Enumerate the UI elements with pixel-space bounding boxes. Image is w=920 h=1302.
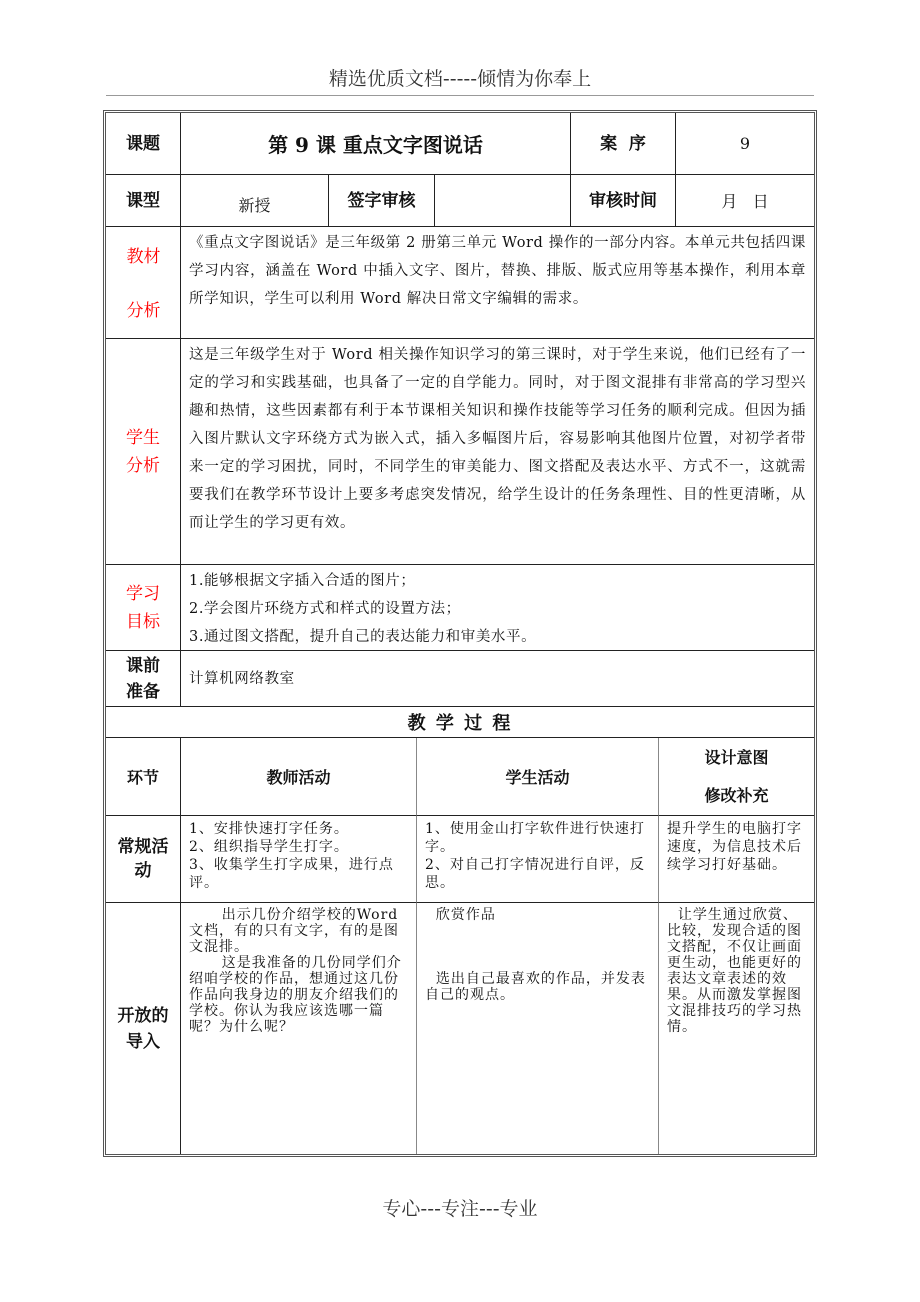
material-label-line2: 分析 xyxy=(126,301,161,321)
stage-intro-line2: 导入 xyxy=(126,1031,160,1052)
material-text: 《重点文字图说话》是三年级第 2 册第三单元 Word 操作的一部分内容。本单元共包括四课学习内容，涵盖在 Word 中插入文字、图片，替换、排版、版式应用等基本操作，利用本章所学知识，学生可以利用 Word 解决日常文字编辑的需求。 xyxy=(181,227,814,339)
stage-intro xyxy=(106,903,181,1154)
material-label-line1: 教材 xyxy=(126,247,161,267)
stage-routine-line2: 动 xyxy=(134,861,152,881)
prep-label-line2: 准备 xyxy=(126,681,160,702)
sign-label: 签字审核 xyxy=(329,175,435,227)
design-intent: 提升学生的电脑打字速度，为信息技术后续学习打好基础。 xyxy=(659,816,814,903)
review-time-value: 月 日 xyxy=(676,175,814,227)
header-intent-line1: 设计意图 xyxy=(704,747,769,767)
student-label-line2: 分析 xyxy=(126,455,160,476)
student-label xyxy=(106,339,181,565)
lesson-plan-table xyxy=(103,110,817,1157)
page-footer: 专心---专注---专业 xyxy=(382,1198,538,1220)
header-student: 学生活动 xyxy=(417,738,659,816)
page-header: 精选优质文档-----倾情为你奉上 xyxy=(328,68,592,90)
stage-routine-line1: 常规活 xyxy=(117,837,169,857)
header-stage: 环节 xyxy=(106,738,181,816)
header-teacher: 教师活动 xyxy=(181,738,417,816)
review-time-label: 审核时间 xyxy=(571,175,676,227)
goal-item: 2.学会图片环绕方式和样式的设置方法； xyxy=(189,601,461,617)
header-intent-line2: 修改补充 xyxy=(704,785,769,805)
type-label: 课型 xyxy=(106,175,181,227)
process-title: 教 学 过 程 xyxy=(106,707,814,738)
stage-routine xyxy=(106,816,181,903)
type-value: 新授 xyxy=(181,175,329,227)
student-activity: 1、使用金山打字软件进行快速打字。 2、对自己打字情况进行自评，反思。 xyxy=(417,816,659,903)
prep-label xyxy=(106,651,181,707)
goal-item: 1.能够根据文字插入合适的图片； xyxy=(189,573,416,589)
student-label-line1: 学生 xyxy=(126,427,160,448)
student-activity: 欣赏作品 选出自己最喜欢的作品，并发表自己的观点。 xyxy=(417,903,659,1154)
header-divider xyxy=(106,95,814,96)
goals-label-line2: 目标 xyxy=(126,611,160,632)
design-intent: 让学生通过欣赏、比较，发现合适的图文搭配，不仅让画面更生动，也能更好的表达文章表述的效果。从而激发掌握图文混排技巧的学习热情。 xyxy=(667,907,802,1035)
teacher-activity: 1、安排快速打字任务。 2、组织指导学生打字。 3、收集学生打字成果，进行点评。 xyxy=(181,816,417,903)
goals-label xyxy=(106,565,181,651)
prep-text: 计算机网络教室 xyxy=(181,651,814,707)
goals-list xyxy=(181,565,814,651)
header-intent xyxy=(659,738,814,816)
case-label: 案 序 xyxy=(571,113,676,175)
topic-label: 课题 xyxy=(106,113,181,175)
student-analysis-text: 这是三年级学生对于 Word 相关操作知识学习的第三课时，对于学生来说，他们已经有了一定的学习和实践基础，也具备了一定的自学能力。同时，对于图文混排有非常高的学习型兴趣和热情，这些因素都有利于本节课相关知识和操作技能等学习任务的顺利完成。但因为插入图片默认文字环绕方式为嵌入式，插入多幅图片后，容易影响其他图片位置，对初学者带来一定的学习困扰，同时，不同学生的审美能力、图文搭配及表达水平、方式不一，这就需要我们在教学环节设计上要多考虑突发情况，给学生设计的任务条理性、目的性更清晰，从而让学生的学习更有效。 xyxy=(181,339,814,565)
teacher-activity: 出示几份介绍学校的Word 文档，有的只有文字，有的是图文混排。 这是我准备的几份同学们介绍咱学校的作品，想通过这几份作品向我身边的朋友介绍我们的学校。你认为我应该选哪一篇呢？为什么呢？ xyxy=(181,903,417,1154)
stage-intro-line1: 开放的 xyxy=(117,1005,169,1026)
goal-item: 3.通过图文搭配，提升自己的表达能力和审美水平。 xyxy=(189,629,537,645)
prep-label-line1: 课前 xyxy=(126,655,160,676)
case-value: 9 xyxy=(676,113,814,175)
goals-label-line1: 学习 xyxy=(126,583,160,604)
material-label xyxy=(106,227,181,339)
topic-value: 第 9 课 重点文字图说话 xyxy=(181,113,571,175)
sign-value xyxy=(435,175,571,227)
